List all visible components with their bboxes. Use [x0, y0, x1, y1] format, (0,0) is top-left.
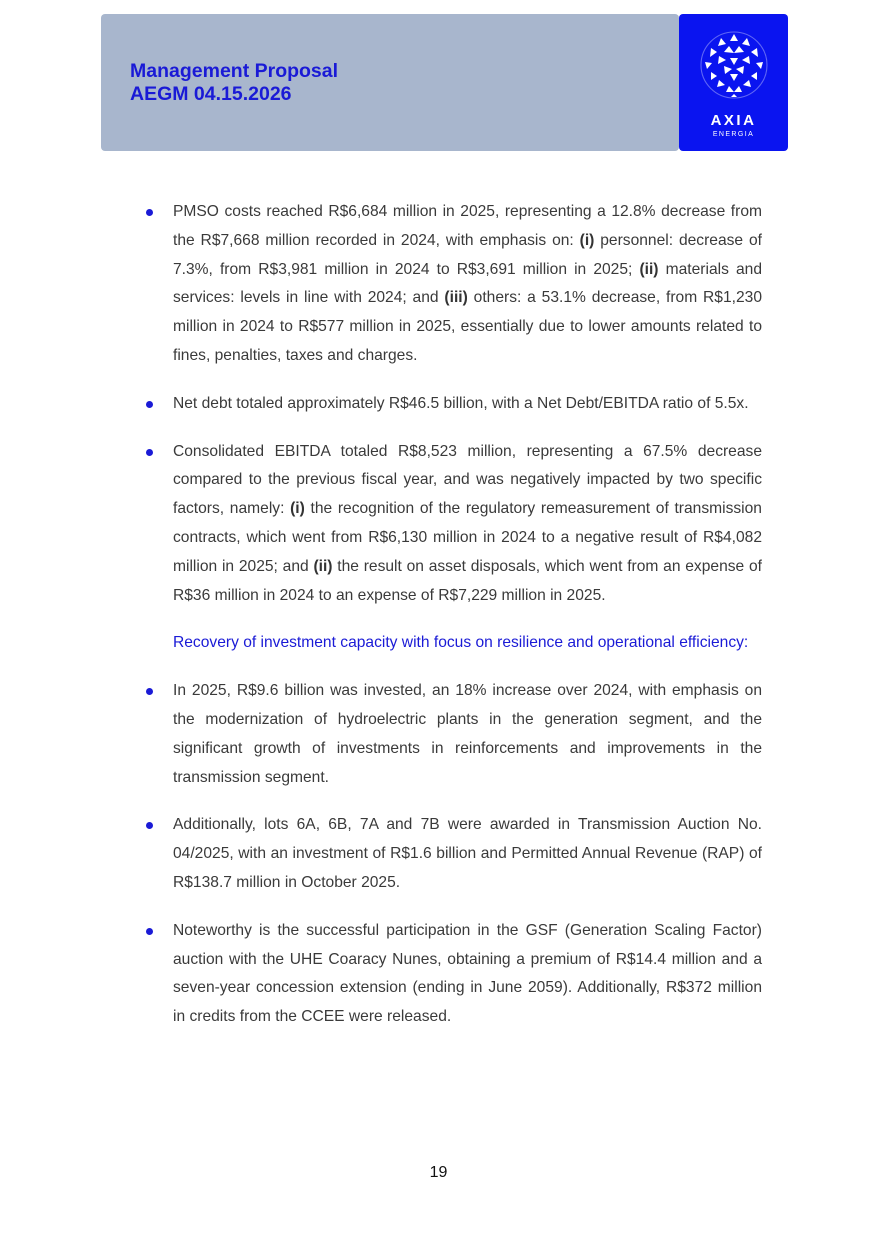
bullet-text: the result on asset disposals, which went from an expense of R$36 million in 2024 to an expense of R$7,229 million in 2025. — [173, 557, 762, 604]
bullet-text: Additionally, lots 6A, 6B, 7A and 7B were awarded in Transmission Auction No. 04/2025, with an investment of R$1.6 billion and Permitted Annual Revenue (RAP) of R$138.7 million in October 2025. — [173, 816, 762, 891]
logo-subtitle: ENERGIA — [712, 131, 755, 138]
bullet-item — [173, 438, 762, 611]
bullet-item — [173, 917, 762, 1032]
enum-marker: (ii) — [313, 557, 333, 575]
bullet-icon — [146, 209, 153, 216]
bullet-text: PMSO costs reached R$6,684 million in 2025, representing a 12.8% decrease from the R$7,668 million recorded in 2024, with emphasis on: — [173, 203, 762, 249]
bullet-text: the recognition of the regulatory remeasurement of transmission contracts, which went from R$6,130 million in 2024 to a negative result of R$4,082 million in 2025; and — [173, 500, 762, 575]
bullet-item — [173, 198, 762, 371]
enum-marker: (i) — [579, 231, 595, 249]
bullet-text: materials and services: levels in line with 2024; and — [173, 260, 762, 307]
bullet-text: personnel: decrease of 7.3%, from R$3,981 million in 2024 to R$3,691 million in 2025; — [173, 231, 762, 278]
title-line-2: AEGM 04.15.2026 — [130, 83, 292, 105]
bullet-item — [173, 390, 762, 419]
globe-icon — [699, 30, 769, 100]
title-line-1: Management Proposal — [130, 60, 339, 82]
document-title — [130, 60, 338, 106]
bullet-icon — [146, 401, 153, 408]
bullet-icon — [146, 928, 153, 935]
bullet-text: Noteworthy is the successful participation in the GSF (Generation Scaling Factor) auction with the UHE Coaracy Nunes, obtaining a premium of R$14.4 million and a seven-year concession extension (ending in June 2059). Additionally, R$372 million in credits from the CCEE were released. — [173, 921, 762, 1026]
bullet-icon — [146, 822, 153, 829]
logo-name: AXIA — [710, 112, 757, 129]
bullet-item — [173, 677, 762, 792]
bullet-text: Net debt totaled approximately R$46.5 billion, with a Net Debt/EBITDA ratio of 5.5x. — [173, 394, 749, 412]
bullet-text: In 2025, R$9.6 billion was invested, an 18% increase over 2024, with emphasis on the modernization of hydroelectric plants in the generation segment, and the significant growth of investments in reinforcements and improvements in the transmission segment. — [173, 682, 762, 786]
page-content — [173, 198, 762, 1051]
bullet-text: others: a 53.1% decrease, from R$1,230 million in 2024 to R$577 million in 2025, essentially due to lower amounts related to fines, penalties, taxes and charges. — [173, 289, 762, 364]
enum-marker: (iii) — [444, 289, 468, 307]
bullet-icon — [146, 688, 153, 695]
bullet-text: Consolidated EBITDA totaled R$8,523 million, representing a 67.5% decrease compared to the previous fiscal year, and was negatively impacted by two specific factors, namely: — [173, 442, 762, 518]
section-heading: Recovery of investment capacity with focus on resilience and operational efficiency: — [173, 634, 749, 652]
enum-marker: (i) — [290, 500, 305, 518]
bullet-item — [173, 811, 762, 897]
enum-marker: (ii) — [639, 260, 659, 278]
bullet-icon — [146, 449, 153, 456]
axia-logo — [679, 14, 788, 151]
page-number: 19 — [429, 1164, 448, 1181]
